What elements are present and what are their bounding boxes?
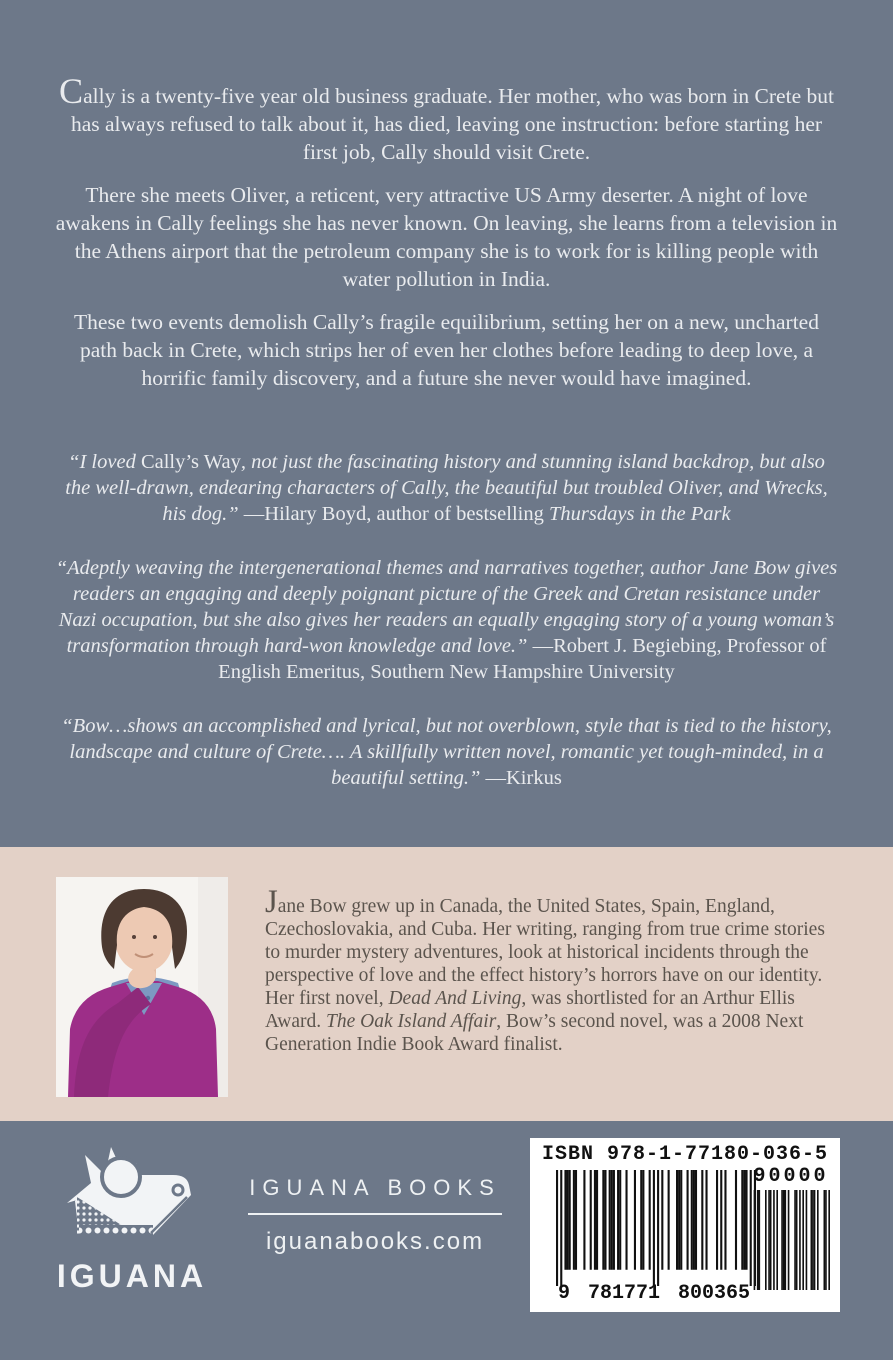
author-band [0,847,893,1121]
text-segment: “Bow…shows an accomplished and lyrical, but not overblown, style that is tied to the history, landscape and culture of Crete…. A skillfully written novel, romantic yet tough-minded, in a beautiful setting.” [61,715,832,789]
text-segment: —Hilary Boyd, author of bestselling [243,503,549,525]
text-segment: Dead And Living [388,988,522,1009]
synopsis-block [55,71,838,819]
text-segment: , Bow’s second novel, was a 2008 Next Generation Indie Book Award finalist. [265,1011,804,1055]
text-segment: Thursdays in the Park [548,503,731,525]
barcode-human-readable: 9 781771 800365 [557,1282,751,1305]
text-segment: “I loved [68,451,141,473]
iguana-logo-icon [56,1145,208,1253]
publisher-logo-wordmark: IGUANA [56,1258,208,1294]
text-segment: “Adeptly weaving the intergenerational themes and narratives together, author Jane Bow gives readers an engaging and deeply poignant picture of the Greek and Cretan resistance under Nazi occupation, but she also gives her readers an equally engaging story of a young woman’s transformation through hard-won knowledge and love.” [55,557,838,657]
ean5-barcode [752,1190,830,1290]
text-segment: —Kirkus [485,767,562,789]
publisher-website: iguanabooks.com [265,1228,485,1255]
text-segment: Cally’s Way [140,451,241,473]
text-segment: , was shortlisted for an Arthur Ellis Award. [265,988,795,1032]
text-segment: —Robert J. Begiebing, Professor of English Emeritus, Southern New Hampshire University [218,635,827,683]
review-quote-robert-begiebing [55,555,838,685]
publisher-divider [248,1213,502,1215]
synopsis-paragraph-1: Cally is a twenty-five year old business graduate. Her mother, who was born in Crete but has always refused to talk about it, has died, leaving one instruction: before starting her first job, Cally should visit Crete. [59,71,834,164]
ean13-barcode [556,1170,756,1286]
review-quote-hilary-boyd [55,449,838,527]
author-photo [56,877,228,1097]
review-quote-kirkus [55,713,838,791]
author-bio [265,884,837,1056]
isbn-label: ISBN 978-1-77180-036-5 [541,1143,829,1166]
synopsis-paragraph-2: There she meets Oliver, a reticent, very attractive US Army deserter. A night of love awakens in Cally feelings she has never known. On leaving, she learns from a television in the Athens airport that the petroleum company she is to work for is killing people with water pollution in India. [55,183,838,291]
publisher-info [248,1175,502,1256]
synopsis-paragraph-3: These two events demolish Cally’s fragile equilibrium, setting her on a new, uncharted path back in Crete, which strips her of even her clothes before leading to deep love, a horrific family discovery, and a future she never would have imagined. [74,310,819,390]
publisher-band [0,1121,893,1360]
text-segment: , not just the fascinating history and stunning island backdrop, but also the well-drawn, endearing characters of Cally, the beautiful but troubled Oliver, and Wrecks, his dog.” [65,451,828,525]
text-segment: The Oak Island Affair [326,1011,497,1032]
publisher-imprint: IGUANA BOOKS [249,1175,501,1200]
barcode-panel [530,1138,840,1312]
review-quotes [55,407,838,791]
text-segment: Jane Bow grew up in Canada, the United States, Spain, England, Czechoslovakia, and Cuba. Her writing, ranging from true crime stories to murder mystery adventures, look at historical incidents through the perspective of love and the effect history’s horrors have on our identity. Her first novel, [265,884,825,1009]
publisher-logo-block [50,1145,214,1295]
barcode-price-code: 90000 [753,1165,829,1188]
